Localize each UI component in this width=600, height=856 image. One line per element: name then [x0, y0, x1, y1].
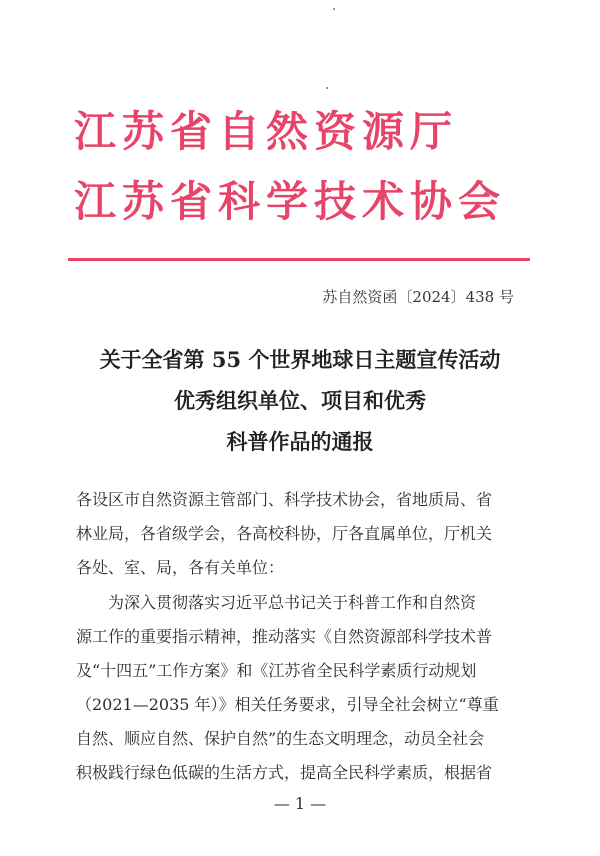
title-line-3: 科普作品的通报	[226, 429, 374, 454]
issuer-name-2: 江苏省科学技术协会	[74, 177, 507, 226]
body-line: （2021—2035 年）》相关任务要求，引导全社会树立“尊重	[76, 695, 499, 714]
document-number: 苏自然资函〔2024〕438 号	[322, 288, 514, 306]
scan-speck	[333, 8, 335, 10]
addressee-line: 各处、室、局，各有关单位：	[76, 558, 285, 577]
page-number: — 1 —	[273, 794, 327, 813]
addressee-line: 林业局，各省级学会，各高校科协，厅各直属单位，厅机关	[76, 524, 493, 543]
addressee-line: 各设区市自然资源主管部门、科学技术协会，省地质局、省	[76, 490, 493, 509]
title-line-2: 优秀组织单位、项目和优秀	[174, 388, 426, 413]
body-line: 积极践行绿色低碳的生活方式，提高全民科学素质，根据省	[76, 763, 493, 782]
scan-speck	[326, 87, 328, 89]
title-line-1: 关于全省第 55 个世界地球日主题宣传活动	[99, 347, 501, 372]
red-header-rule	[68, 258, 530, 261]
body-line: 源工作的重要指示精神，推动落实《自然资源部科学技术普	[76, 627, 493, 646]
body-line: 自然、顺应自然、保护自然”的生态文明理念，动员全社会	[76, 729, 485, 748]
issuer-name-1: 江苏省自然资源厅	[74, 107, 459, 156]
body-line: 及“十四五”工作方案》和《江苏省全民科学素质行动规划	[76, 661, 477, 680]
body-line: 为深入贯彻落实习近平总书记关于科普工作和自然资	[108, 593, 477, 612]
